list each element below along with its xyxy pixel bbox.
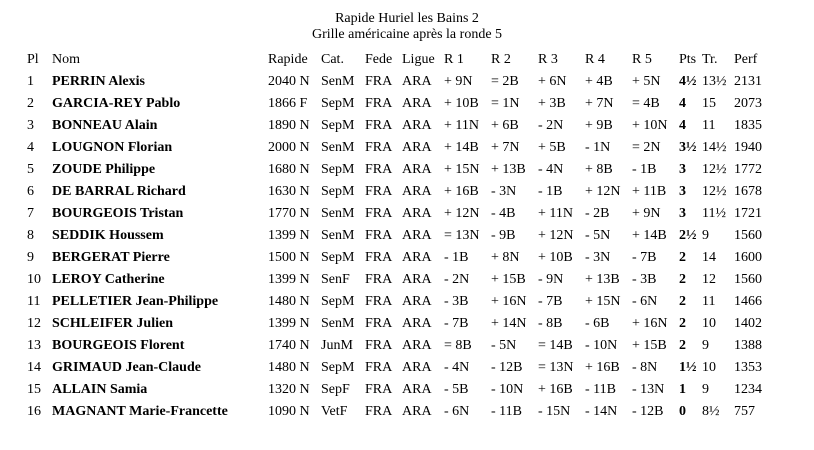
cell-r5: + 15B [632, 338, 667, 353]
cell-fede: FRA [365, 338, 393, 353]
cell-nom: BERGERAT Pierre [52, 250, 170, 265]
cell-rapide: 1630 N [268, 184, 310, 199]
cell-r4: + 13B [585, 272, 620, 287]
cell-ligue: ARA [402, 74, 432, 89]
cell-ligue: ARA [402, 360, 432, 375]
cell-fede: FRA [365, 272, 393, 287]
cell-r2: + 8N [491, 250, 520, 265]
cell-r2: - 10N [491, 382, 524, 397]
cell-pts: 4 [679, 118, 686, 133]
header-fede: Fede [365, 52, 393, 67]
cell-r2: + 16N [491, 294, 527, 309]
cell-rapide: 2000 N [268, 140, 310, 155]
cell-perf: 1388 [734, 338, 762, 353]
table-row [27, 225, 774, 247]
header-r5: R 5 [632, 52, 652, 67]
cell-ligue: ARA [402, 316, 432, 331]
cell-r3: + 10B [538, 250, 573, 265]
table-row [27, 247, 774, 269]
cell-r4: + 7N [585, 96, 614, 111]
cell-r3: = 14B [538, 338, 573, 353]
cell-pts: 0 [679, 404, 686, 419]
cell-r1: = 13N [444, 228, 480, 243]
cell-pl: 15 [27, 382, 41, 397]
cell-r3: + 11N [538, 206, 573, 221]
cell-fede: FRA [365, 184, 393, 199]
cell-tr: 8½ [702, 404, 720, 419]
cell-r3: + 16B [538, 382, 573, 397]
cell-r4: + 4B [585, 74, 613, 89]
cell-r5: = 4B [632, 96, 660, 111]
cell-r3: - 8B [538, 316, 563, 331]
header-r1: R 1 [444, 52, 464, 67]
cell-ligue: ARA [402, 272, 432, 287]
cell-nom: SEDDIK Houssem [52, 228, 164, 243]
cell-r1: + 12N [444, 206, 480, 221]
cell-r2: + 13B [491, 162, 526, 177]
cell-r5: = 2N [632, 140, 661, 155]
header-pl: Pl [27, 52, 39, 67]
cell-r5: + 11B [632, 184, 667, 199]
cell-cat: SepM [321, 162, 355, 177]
page-title: Rapide Huriel les Bains 2 [335, 11, 479, 26]
cell-rapide: 1866 F [268, 96, 308, 111]
cell-r2: + 14N [491, 316, 527, 331]
cell-ligue: ARA [402, 206, 432, 221]
cell-nom: BOURGEOIS Florent [52, 338, 185, 353]
cell-r3: + 6N [538, 74, 567, 89]
cell-r4: + 9B [585, 118, 613, 133]
cell-pl: 6 [27, 184, 34, 199]
table-row [27, 115, 774, 137]
cell-rapide: 2040 N [268, 74, 310, 89]
cell-pl: 9 [27, 250, 34, 265]
cell-nom: BOURGEOIS Tristan [52, 206, 184, 221]
cell-fede: FRA [365, 250, 393, 265]
header-tr: Tr. [702, 52, 718, 67]
cell-r2: = 2B [491, 74, 519, 89]
page-subtitle: Grille américaine après la ronde 5 [311, 27, 503, 42]
cell-perf: 757 [734, 404, 755, 419]
cell-fede: FRA [365, 360, 393, 375]
cell-tr: 13½ [702, 74, 727, 89]
cell-nom: PERRIN Alexis [52, 74, 145, 89]
cell-r1: + 11N [444, 118, 479, 133]
cell-cat: SenM [321, 206, 355, 221]
cell-r3: - 2N [538, 118, 564, 133]
cell-perf: 1402 [734, 316, 762, 331]
cell-pts: 1 [679, 382, 686, 397]
cell-tr: 12½ [702, 184, 727, 199]
table-row [27, 159, 774, 181]
cell-pts: 2 [679, 316, 686, 331]
cell-r2: - 12B [491, 360, 523, 375]
cell-cat: SenM [321, 140, 355, 155]
cell-r2: + 15B [491, 272, 526, 287]
cell-ligue: ARA [402, 162, 432, 177]
cell-nom: SCHLEIFER Julien [52, 316, 173, 331]
table-row [27, 181, 774, 203]
table-row [27, 335, 774, 357]
cell-fede: FRA [365, 118, 393, 133]
cell-cat: SepM [321, 118, 355, 133]
cell-r5: + 16N [632, 316, 668, 331]
cell-tr: 12 [702, 272, 716, 287]
cell-r1: - 7B [444, 316, 469, 331]
cell-r1: - 4N [444, 360, 470, 375]
cell-r1: + 14B [444, 140, 479, 155]
cell-r1: - 5B [444, 382, 469, 397]
cell-perf: 1560 [734, 228, 762, 243]
cell-pts: 3 [679, 184, 686, 199]
cell-pl: 13 [27, 338, 41, 353]
cell-ligue: ARA [402, 338, 432, 353]
header-r3: R 3 [538, 52, 558, 67]
cell-perf: 1600 [734, 250, 762, 265]
cell-pts: 2½ [679, 228, 697, 243]
header-cat: Cat. [321, 52, 344, 67]
cell-pts: 2 [679, 338, 686, 353]
cell-perf: 1772 [734, 162, 762, 177]
cell-cat: SenM [321, 74, 355, 89]
cell-cat: JunM [321, 338, 353, 353]
cell-r2: - 9B [491, 228, 516, 243]
cell-pts: 2 [679, 294, 686, 309]
cell-cat: SepM [321, 250, 355, 265]
cell-cat: SepM [321, 360, 355, 375]
cell-ligue: ARA [402, 294, 432, 309]
table-header-row [27, 49, 774, 71]
cell-pl: 7 [27, 206, 34, 221]
cell-pts: 3 [679, 162, 686, 177]
cell-ligue: ARA [402, 140, 432, 155]
cell-r3: - 9N [538, 272, 564, 287]
cell-r1: + 15N [444, 162, 480, 177]
table-row [27, 93, 774, 115]
cell-perf: 1678 [734, 184, 762, 199]
cell-r4: + 12N [585, 184, 621, 199]
cell-fede: FRA [365, 206, 393, 221]
cell-pl: 5 [27, 162, 34, 177]
cell-ligue: ARA [402, 96, 432, 111]
cell-r4: - 6B [585, 316, 610, 331]
cell-rapide: 1680 N [268, 162, 310, 177]
cell-nom: LOUGNON Florian [52, 140, 173, 155]
cell-perf: 1721 [734, 206, 762, 221]
cell-perf: 1940 [734, 140, 762, 155]
cell-rapide: 1090 N [268, 404, 310, 419]
cell-r3: + 12N [538, 228, 574, 243]
cell-perf: 1560 [734, 272, 762, 287]
cell-nom: BONNEAU Alain [52, 118, 158, 133]
cell-r2: - 4B [491, 206, 516, 221]
cell-pts: 3 [679, 206, 686, 221]
cell-rapide: 1740 N [268, 338, 310, 353]
cell-pts: 4 [679, 96, 686, 111]
cell-pts: 1½ [679, 360, 697, 375]
cell-nom: GRIMAUD Jean-Claude [52, 360, 201, 375]
cell-nom: PELLETIER Jean-Philippe [52, 294, 219, 309]
cell-tr: 15 [702, 96, 716, 111]
cell-fede: FRA [365, 316, 393, 331]
cell-nom: DE BARRAL Richard [52, 184, 186, 199]
cell-pts: 2 [679, 272, 686, 287]
cell-tr: 11 [702, 118, 716, 133]
cell-nom: LEROY Catherine [52, 272, 165, 287]
cell-fede: FRA [365, 228, 393, 243]
cell-pl: 14 [27, 360, 41, 375]
cell-tr: 10 [702, 316, 716, 331]
cell-tr: 9 [702, 228, 709, 243]
cell-r3: - 1B [538, 184, 563, 199]
cell-perf: 1353 [734, 360, 762, 375]
cell-pts: 3½ [679, 140, 697, 155]
cell-tr: 12½ [702, 162, 727, 177]
table-row [27, 291, 774, 313]
cell-fede: FRA [365, 140, 393, 155]
cell-r1: - 1B [444, 250, 469, 265]
cell-rapide: 1890 N [268, 118, 310, 133]
cell-cat: SepM [321, 96, 355, 111]
cell-fede: FRA [365, 404, 393, 419]
cell-pts: 2 [679, 250, 686, 265]
cell-tr: 14½ [702, 140, 727, 155]
cell-pl: 16 [27, 404, 41, 419]
table-row [27, 379, 774, 401]
cell-r4: + 8B [585, 162, 613, 177]
cell-r1: - 6N [444, 404, 470, 419]
cell-cat: SepM [321, 184, 355, 199]
cell-r4: - 11B [585, 382, 616, 397]
cell-cat: SepM [321, 294, 355, 309]
cell-rapide: 1770 N [268, 206, 310, 221]
cell-rapide: 1399 N [268, 316, 310, 331]
cell-rapide: 1320 N [268, 382, 310, 397]
header-rapide: Rapide [268, 52, 308, 67]
table-row [27, 313, 774, 335]
standings-table [27, 49, 774, 423]
cell-r5: - 6N [632, 294, 658, 309]
cell-fede: FRA [365, 96, 393, 111]
cell-r5: + 14B [632, 228, 667, 243]
header-r2: R 2 [491, 52, 511, 67]
cell-pl: 11 [27, 294, 41, 309]
table-row [27, 71, 774, 93]
cell-r2: - 5N [491, 338, 517, 353]
cell-tr: 11½ [702, 206, 726, 221]
cell-tr: 14 [702, 250, 716, 265]
cell-r4: - 5N [585, 228, 611, 243]
cell-cat: VetF [321, 404, 348, 419]
cell-pts: 4½ [679, 74, 697, 89]
cell-r4: - 3N [585, 250, 611, 265]
cell-rapide: 1480 N [268, 294, 310, 309]
cell-ligue: ARA [402, 382, 432, 397]
cell-tr: 11 [702, 294, 716, 309]
cell-rapide: 1480 N [268, 360, 310, 375]
cell-pl: 12 [27, 316, 41, 331]
cell-r5: + 10N [632, 118, 668, 133]
cell-r5: + 5N [632, 74, 661, 89]
cell-r3: + 5B [538, 140, 566, 155]
cell-r3: - 4N [538, 162, 564, 177]
cell-r1: + 9N [444, 74, 473, 89]
cell-rapide: 1399 N [268, 272, 310, 287]
cell-perf: 1234 [734, 382, 762, 397]
cell-cat: SenM [321, 228, 355, 243]
cell-rapide: 1399 N [268, 228, 310, 243]
cell-r1: + 16B [444, 184, 479, 199]
cell-r5: - 13N [632, 382, 665, 397]
cell-r2: - 3N [491, 184, 517, 199]
cell-pl: 8 [27, 228, 34, 243]
cell-perf: 1835 [734, 118, 762, 133]
cell-cat: SenM [321, 316, 355, 331]
cell-r3: + 3B [538, 96, 566, 111]
cell-r5: - 7B [632, 250, 657, 265]
cell-r2: + 6B [491, 118, 519, 133]
header-pts: Pts [679, 52, 697, 67]
cell-r4: - 10N [585, 338, 618, 353]
cell-r2: + 7N [491, 140, 520, 155]
cell-cat: SenF [321, 272, 350, 287]
cell-r4: - 2B [585, 206, 610, 221]
cell-tr: 10 [702, 360, 716, 375]
header-ligue: Ligue [402, 52, 435, 67]
cell-rapide: 1500 N [268, 250, 310, 265]
cell-pl: 4 [27, 140, 34, 155]
cell-nom: GARCIA-REY Pablo [52, 96, 181, 111]
cell-r5: - 1B [632, 162, 657, 177]
cell-nom: ZOUDE Philippe [52, 162, 156, 177]
cell-r2: = 1N [491, 96, 520, 111]
table-row [27, 203, 774, 225]
cell-r1: - 3B [444, 294, 469, 309]
cell-r4: + 15N [585, 294, 621, 309]
cell-perf: 1466 [734, 294, 762, 309]
cell-tr: 9 [702, 382, 709, 397]
table-row [27, 401, 774, 423]
cell-r2: - 11B [491, 404, 522, 419]
cell-fede: FRA [365, 162, 393, 177]
table-row [27, 137, 774, 159]
cell-ligue: ARA [402, 250, 432, 265]
cell-ligue: ARA [402, 118, 432, 133]
table-row [27, 269, 774, 291]
cell-pl: 1 [27, 74, 34, 89]
header-perf: Perf [734, 52, 758, 67]
cell-fede: FRA [365, 74, 393, 89]
cell-r5: + 9N [632, 206, 661, 221]
cell-tr: 9 [702, 338, 709, 353]
cell-r5: - 8N [632, 360, 658, 375]
cell-r3: - 15N [538, 404, 571, 419]
cell-ligue: ARA [402, 404, 432, 419]
cell-r1: = 8B [444, 338, 472, 353]
cell-r3: - 7B [538, 294, 563, 309]
cell-pl: 2 [27, 96, 34, 111]
cell-perf: 2131 [734, 74, 762, 89]
cell-r1: + 10B [444, 96, 479, 111]
table-row [27, 357, 774, 379]
cell-perf: 2073 [734, 96, 762, 111]
cell-r5: - 12B [632, 404, 664, 419]
cell-r4: - 14N [585, 404, 618, 419]
header-nom: Nom [52, 52, 80, 67]
cell-r4: - 1N [585, 140, 611, 155]
cell-nom: ALLAIN Samia [52, 382, 148, 397]
cell-ligue: ARA [402, 184, 432, 199]
cell-r3: = 13N [538, 360, 574, 375]
cell-r4: + 16B [585, 360, 620, 375]
cell-cat: SepF [321, 382, 350, 397]
cell-r5: - 3B [632, 272, 657, 287]
cell-ligue: ARA [402, 228, 432, 243]
cell-r1: - 2N [444, 272, 470, 287]
cell-fede: FRA [365, 294, 393, 309]
cell-pl: 3 [27, 118, 34, 133]
cell-pl: 10 [27, 272, 41, 287]
header-r4: R 4 [585, 52, 605, 67]
cell-nom: MAGNANT Marie-Francette [52, 404, 228, 419]
cell-fede: FRA [365, 382, 393, 397]
